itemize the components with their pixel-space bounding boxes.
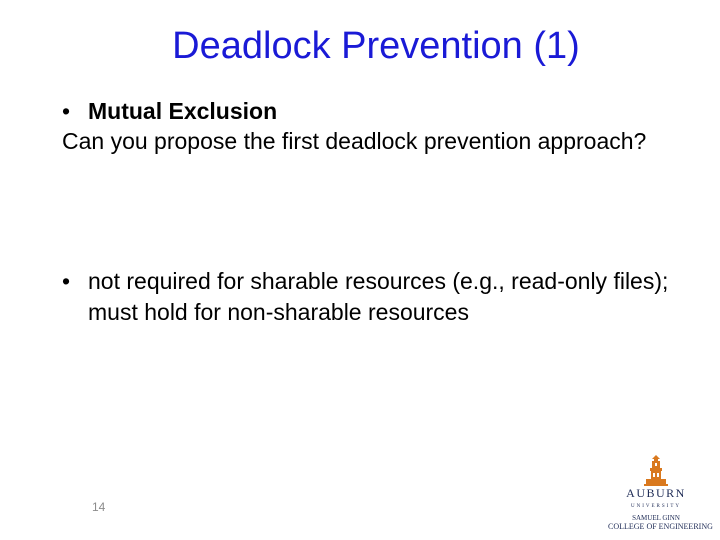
- logo-wordmark: AUBURN: [626, 486, 686, 500]
- slide-title: Deadlock Prevention (1): [172, 25, 580, 67]
- auburn-logo: [608, 455, 713, 535]
- point-mutual-exclusion: [62, 96, 682, 156]
- tower-icon: [608, 455, 704, 487]
- logo-subtitle: UNIVERSITY: [631, 504, 681, 509]
- question-text: Can you propose the first deadlock prevention approach?: [62, 128, 647, 154]
- bullet-heading: Mutual Exclusion: [88, 98, 278, 124]
- bullet-icon: •: [62, 268, 71, 294]
- bullet-text: not required for sharable resources (e.g., read-only files); must hold for non-sharable resources: [88, 268, 669, 325]
- logo-college-line1: SAMUEL GINN: [632, 514, 680, 522]
- bullet-heading-line: [62, 96, 682, 126]
- page-number: 14: [92, 500, 106, 514]
- point-sharable-resources: [62, 266, 682, 328]
- logo-college-line2: COLLEGE OF ENGINEERING: [608, 522, 713, 531]
- bullet-icon: •: [62, 98, 71, 124]
- bullet-text-line: [62, 266, 682, 328]
